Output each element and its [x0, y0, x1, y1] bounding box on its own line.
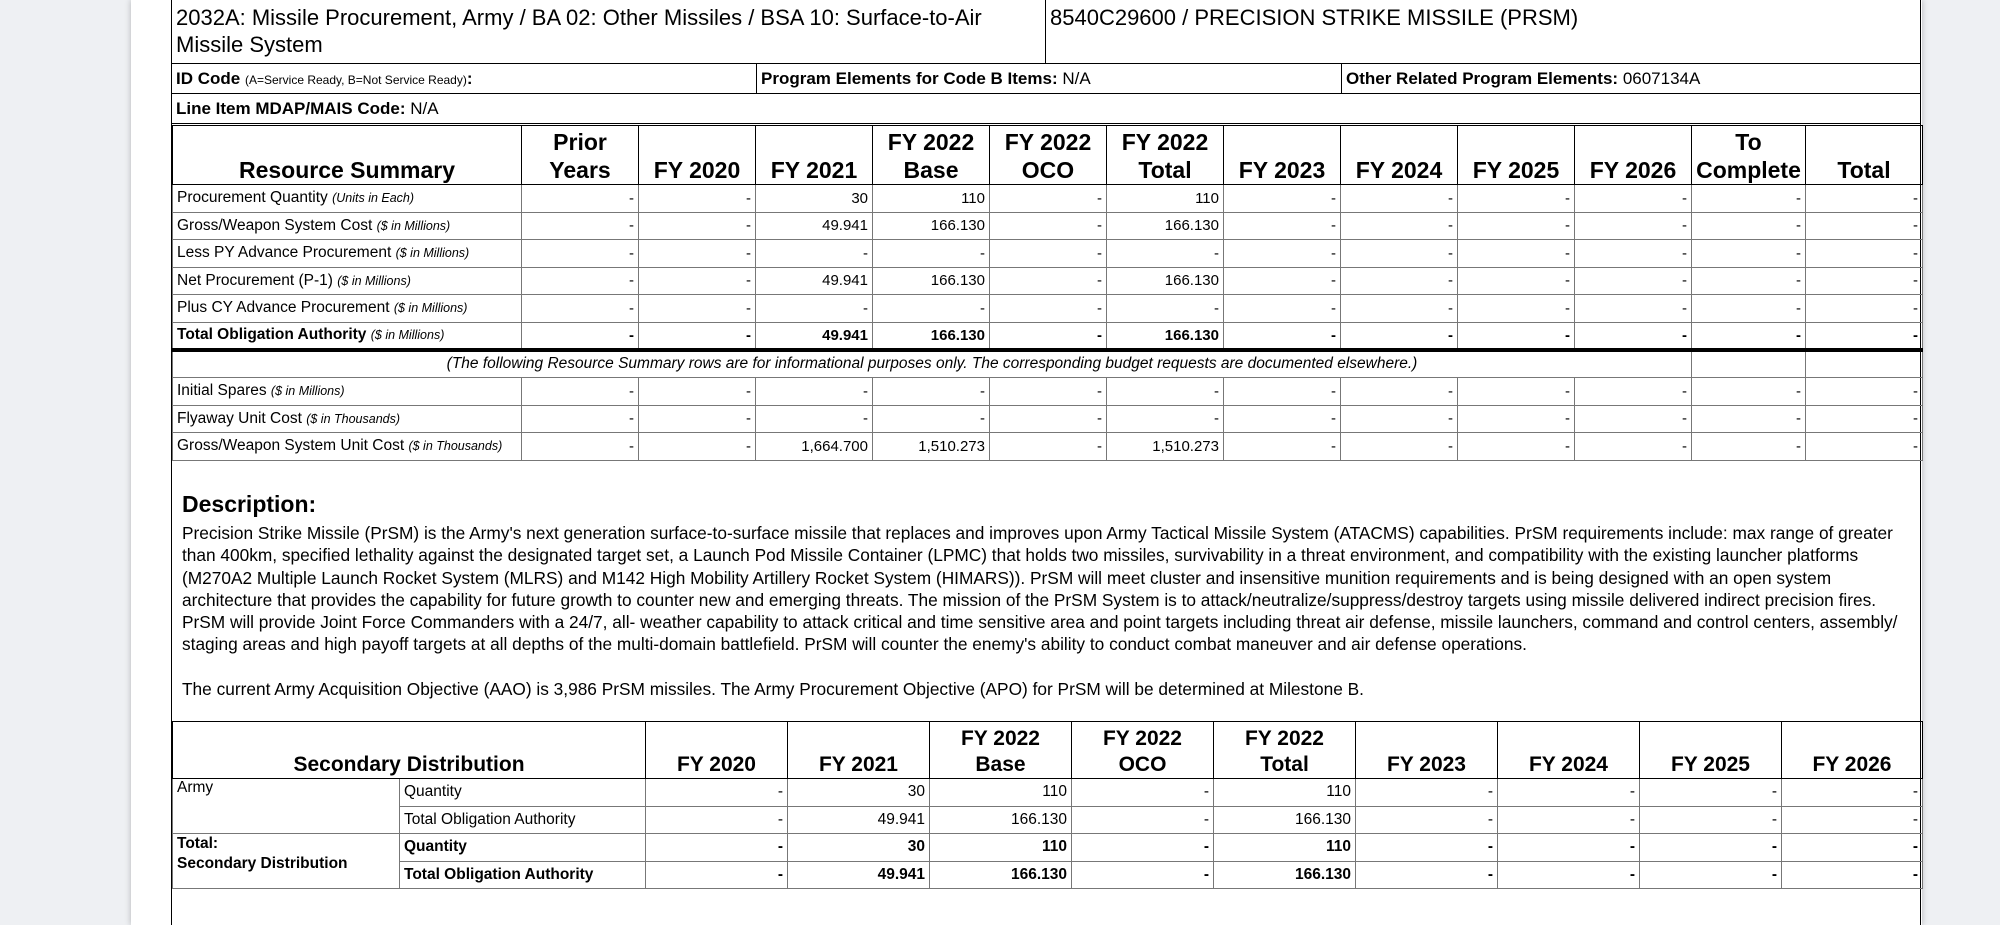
- table-cell: -: [1692, 212, 1806, 240]
- table-cell: -: [522, 433, 639, 461]
- row-label-text: Gross/Weapon System Cost: [177, 216, 373, 234]
- secondary-distribution-table: [172, 721, 1923, 889]
- column-header: FY 2022 OCO: [1072, 722, 1214, 779]
- table-cell: -: [646, 779, 788, 807]
- table-cell: 110: [873, 185, 990, 213]
- row-label-text: Procurement Quantity: [177, 189, 328, 207]
- table-cell: -: [1356, 834, 1498, 862]
- table-cell: -: [1575, 267, 1692, 295]
- table-cell: -: [1575, 295, 1692, 323]
- exhibit-header: [172, 0, 1920, 64]
- row-label-text: Initial Spares: [177, 382, 267, 400]
- table-cell: -: [1072, 806, 1214, 834]
- table-cell: -: [1806, 433, 1923, 461]
- table-row: [173, 779, 1923, 807]
- table-cell: -: [873, 405, 990, 433]
- table-cell: 166.130: [1107, 267, 1224, 295]
- table-cell: -: [646, 806, 788, 834]
- table-cell: 166.130: [873, 212, 990, 240]
- column-header: FY 2023: [1224, 126, 1341, 185]
- table-cell: -: [522, 295, 639, 323]
- table-cell: -: [1458, 405, 1575, 433]
- table-cell: -: [1458, 267, 1575, 295]
- row-label-text: Total Obligation Authority: [177, 326, 367, 343]
- column-header: FY 2021: [788, 722, 930, 779]
- column-header: FY 2022 Base: [930, 722, 1072, 779]
- description-heading: Description:: [182, 491, 317, 517]
- table-cell: -: [1224, 433, 1341, 461]
- table-cell: -: [522, 212, 639, 240]
- row-label: [173, 322, 522, 350]
- table-cell: -: [1107, 378, 1224, 406]
- row-label: Total Obligation Authority: [400, 861, 646, 889]
- table-cell: -: [1575, 185, 1692, 213]
- row-label-text: Less PY Advance Procurement: [177, 244, 392, 262]
- table-cell: -: [1498, 779, 1640, 807]
- table-cell: -: [1575, 240, 1692, 268]
- secondary-distribution-header-row: [173, 722, 1923, 779]
- row-label-unit: ($ in Millions): [370, 328, 445, 342]
- table-cell: 49.941: [756, 212, 873, 240]
- table-cell: -: [639, 433, 756, 461]
- table-cell: -: [639, 185, 756, 213]
- row-label-text: Net Procurement (P-1): [177, 271, 333, 289]
- table-cell: -: [990, 267, 1107, 295]
- column-header: FY 2025: [1458, 126, 1575, 185]
- table-cell: 1,510.273: [873, 433, 990, 461]
- column-header: FY 2022 OCO: [990, 126, 1107, 185]
- description-section: [172, 470, 1922, 722]
- table-cell: -: [1692, 295, 1806, 323]
- table-cell: 30: [788, 779, 930, 807]
- table-row: [173, 295, 1923, 323]
- table-cell: -: [1782, 806, 1923, 834]
- table-cell: -: [1806, 322, 1923, 350]
- id-code-row: [172, 64, 1920, 94]
- row-label: [173, 433, 522, 461]
- secondary-distribution-body: [173, 779, 1923, 889]
- row-label-unit: ($ in Millions): [337, 273, 411, 288]
- table-cell: -: [1692, 433, 1806, 461]
- table-cell: -: [1224, 295, 1341, 323]
- mdap-value: N/A: [410, 99, 439, 118]
- exhibit-frame: [171, 0, 1921, 925]
- table-row: [173, 405, 1923, 433]
- line-item-title: 8540C29600 / PRECISION STRIKE MISSILE (PRSM): [1050, 5, 1579, 30]
- mdap-row: [172, 94, 1920, 124]
- id-code-label: ID Code: [176, 69, 241, 88]
- table-cell: -: [1341, 185, 1458, 213]
- table-cell: 30: [788, 834, 930, 862]
- secondary-distribution-title: Secondary Distribution: [173, 722, 646, 779]
- column-header: FY 2022 Base: [873, 126, 990, 185]
- id-code-note: (A=Service Ready, B=Not Service Ready): [244, 73, 467, 87]
- table-cell: 166.130: [930, 861, 1072, 889]
- info-note: (The following Resource Summary rows are for informational purposes only. The corresponding budget requests are documented elsewhere.): [173, 350, 1692, 378]
- column-header: Total: [1806, 126, 1923, 185]
- table-cell: -: [1356, 861, 1498, 889]
- table-cell: -: [1458, 433, 1575, 461]
- table-cell: -: [1692, 185, 1806, 213]
- row-label: [173, 212, 522, 240]
- table-cell: -: [1692, 267, 1806, 295]
- resource-summary-table: [172, 125, 1923, 461]
- table-cell: -: [756, 295, 873, 323]
- table-cell: -: [1224, 378, 1341, 406]
- table-cell: -: [1072, 779, 1214, 807]
- table-cell: -: [1224, 322, 1341, 350]
- table-cell: -: [756, 405, 873, 433]
- army-label: Army: [173, 779, 400, 834]
- table-cell: -: [1575, 378, 1692, 406]
- table-cell: 166.130: [1107, 212, 1224, 240]
- row-label: Quantity: [400, 834, 646, 862]
- table-row: [173, 433, 1923, 461]
- table-row: [173, 378, 1923, 406]
- table-cell: 110: [1214, 779, 1356, 807]
- row-label-unit: (Units in Each): [332, 191, 415, 206]
- table-cell: -: [639, 212, 756, 240]
- row-label-unit: ($ in Millions): [395, 246, 470, 261]
- table-cell: -: [1341, 267, 1458, 295]
- table-cell: -: [646, 834, 788, 862]
- table-cell: 110: [930, 779, 1072, 807]
- table-cell: [1806, 350, 1923, 378]
- table-cell: -: [1224, 267, 1341, 295]
- table-row: [173, 185, 1923, 213]
- table-cell: -: [1640, 861, 1782, 889]
- table-row: [173, 240, 1923, 268]
- table-cell: -: [1575, 433, 1692, 461]
- other-pe-label: Other Related Program Elements:: [1346, 69, 1619, 88]
- column-header: FY 2022 Total: [1107, 126, 1224, 185]
- table-cell: -: [1640, 834, 1782, 862]
- table-cell: -: [1575, 322, 1692, 350]
- table-row: [173, 834, 1923, 862]
- column-header: FY 2023: [1356, 722, 1498, 779]
- table-cell: -: [1782, 861, 1923, 889]
- table-cell: -: [1224, 212, 1341, 240]
- column-header: Prior Years: [522, 126, 639, 185]
- row-label-unit: ($ in Millions): [393, 301, 468, 316]
- table-cell: -: [522, 267, 639, 295]
- resource-summary-body: [173, 185, 1923, 461]
- row-label-text: Gross/Weapon System Unit Cost: [177, 437, 405, 455]
- table-cell: 30: [756, 185, 873, 213]
- table-cell: -: [1341, 433, 1458, 461]
- total-secondary-distribution-label: [173, 834, 400, 889]
- table-cell: -: [1341, 378, 1458, 406]
- table-cell: -: [873, 295, 990, 323]
- table-cell: 110: [930, 834, 1072, 862]
- table-cell: 166.130: [930, 806, 1072, 834]
- table-cell: -: [1692, 322, 1806, 350]
- table-cell: -: [1356, 779, 1498, 807]
- table-cell: -: [1356, 806, 1498, 834]
- column-header: FY 2025: [1640, 722, 1782, 779]
- total-label-line-1: Total:: [177, 835, 219, 852]
- total-label-line-2: Secondary Distribution: [177, 855, 348, 872]
- id-code-colon: :: [466, 69, 473, 88]
- table-cell: -: [1458, 212, 1575, 240]
- table-cell: -: [639, 295, 756, 323]
- row-label: [173, 295, 522, 323]
- row-label-text: Plus CY Advance Procurement: [177, 299, 390, 317]
- description-paragraph-1: Precision Strike Missile (PrSM) is the Army's next generation surface-to-surface missile that replaces and improves upon Army Tactical Missile System (ATACMS) capabilities. PrSM requirements include: max range of greater than 400km, specified lethality against the designated target set, a Launch Pod Missile Container (LPMC) that holds two missiles, survivability in a threat environment, and compatibility with the existing launcher platforms (M270A2 Multiple Launch Rocket System (MLRS) and M142 High Mobility Artillery Rocket System (HIMARS)). PrSM will meet cluster and insensitive munition requirements and is being designed with an open system architecture that provides the capability for future growth to counter new and emerging threats. The mission of the PrSM System is to attack/neutralize/suppress/destroy targets using missile delivered indirect precision fires. PrSM will provide Joint Force Commanders with a 24/7, all- weather capability to attack critical and time sensitive area and point targets including threat air defense, missile launchers, command and control centers, assembly/ staging areas and high payoff targets at all depths of the multi-domain battlefield. PrSM will counter the enemy's ability to conduct combat maneuver and air defense operations.: [182, 523, 1898, 655]
- column-header: FY 2020: [639, 126, 756, 185]
- resource-summary-header-row: [173, 126, 1923, 185]
- table-cell: -: [990, 322, 1107, 350]
- table-cell: 166.130: [1107, 322, 1224, 350]
- table-cell: -: [1806, 185, 1923, 213]
- other-pe-cell: [1342, 64, 1922, 94]
- row-label-unit: ($ in Thousands): [408, 439, 503, 454]
- table-cell: -: [639, 240, 756, 268]
- row-label-unit: ($ in Millions): [270, 384, 345, 399]
- row-label: [173, 267, 522, 295]
- table-cell: -: [990, 185, 1107, 213]
- table-cell: -: [1782, 834, 1923, 862]
- table-cell: -: [1458, 185, 1575, 213]
- pe-code-b-cell: [757, 64, 1342, 94]
- row-label: Total Obligation Authority: [400, 806, 646, 834]
- table-cell: -: [873, 240, 990, 268]
- column-header: FY 2024: [1498, 722, 1640, 779]
- pe-code-b-label: Program Elements for Code B Items:: [761, 69, 1058, 88]
- table-cell: -: [1692, 405, 1806, 433]
- table-cell: -: [639, 378, 756, 406]
- table-cell: 110: [1214, 834, 1356, 862]
- table-cell: -: [756, 378, 873, 406]
- table-cell: -: [1692, 240, 1806, 268]
- mdap-label: Line Item MDAP/MAIS Code:: [176, 99, 406, 118]
- table-cell: 49.941: [788, 806, 930, 834]
- column-header: FY 2021: [756, 126, 873, 185]
- table-cell: -: [1498, 861, 1640, 889]
- table-cell: -: [639, 322, 756, 350]
- table-cell: -: [646, 861, 788, 889]
- table-cell: 110: [1107, 185, 1224, 213]
- column-header: FY 2024: [1341, 126, 1458, 185]
- description-paragraph-2: The current Army Acquisition Objective (AAO) is 3,986 PrSM missiles. The Army Procurement Objective (APO) for PrSM will be determined at Milestone B.: [182, 678, 1364, 699]
- table-cell: -: [1640, 806, 1782, 834]
- table-cell: -: [990, 433, 1107, 461]
- table-cell: 166.130: [873, 267, 990, 295]
- table-cell: -: [522, 322, 639, 350]
- table-cell: -: [1224, 240, 1341, 268]
- row-label: Quantity: [400, 779, 646, 807]
- table-cell: -: [522, 240, 639, 268]
- table-row: [173, 267, 1923, 295]
- table-cell: 49.941: [756, 322, 873, 350]
- table-cell: -: [1072, 834, 1214, 862]
- info-note-row: [173, 350, 1923, 378]
- column-header: FY 2020: [646, 722, 788, 779]
- table-cell: -: [522, 185, 639, 213]
- table-cell: 166.130: [1214, 861, 1356, 889]
- table-cell: -: [1806, 267, 1923, 295]
- table-cell: -: [873, 378, 990, 406]
- table-cell: -: [1107, 405, 1224, 433]
- table-row: [173, 806, 1923, 834]
- table-cell: 1,510.273: [1107, 433, 1224, 461]
- table-cell: -: [1575, 212, 1692, 240]
- table-cell: -: [990, 378, 1107, 406]
- document-page: [131, 0, 1922, 925]
- table-cell: -: [1692, 378, 1806, 406]
- table-cell: 49.941: [788, 861, 930, 889]
- table-cell: -: [1806, 295, 1923, 323]
- table-cell: -: [990, 212, 1107, 240]
- row-label-unit: ($ in Millions): [376, 218, 451, 233]
- table-cell: -: [1498, 806, 1640, 834]
- table-cell: -: [1498, 834, 1640, 862]
- table-cell: 49.941: [756, 267, 873, 295]
- table-cell: -: [1072, 861, 1214, 889]
- table-cell: -: [639, 405, 756, 433]
- other-pe-value: 0607134A: [1622, 69, 1701, 88]
- table-cell: -: [1224, 405, 1341, 433]
- table-row: [173, 861, 1923, 889]
- column-header: FY 2022 Total: [1214, 722, 1356, 779]
- table-cell: -: [1458, 322, 1575, 350]
- table-cell: -: [522, 378, 639, 406]
- row-label-text: Flyaway Unit Cost: [177, 409, 302, 427]
- table-cell: -: [990, 295, 1107, 323]
- column-header: To Complete: [1692, 126, 1806, 185]
- table-cell: 166.130: [873, 322, 990, 350]
- table-cell: -: [990, 405, 1107, 433]
- column-header: FY 2026: [1782, 722, 1923, 779]
- table-cell: -: [756, 240, 873, 268]
- table-cell: -: [1458, 295, 1575, 323]
- table-cell: -: [1341, 322, 1458, 350]
- table-cell: -: [1782, 779, 1923, 807]
- table-cell: -: [1107, 295, 1224, 323]
- row-label: [173, 185, 522, 213]
- resource-summary-title: Resource Summary: [173, 126, 522, 185]
- table-row: [173, 322, 1923, 350]
- id-code-cell: [172, 64, 757, 94]
- appropriation-title: 2032A: Missile Procurement, Army / BA 02: Other Missiles / BSA 10: Surface-to-Air Missile System: [172, 0, 1046, 64]
- row-label: [173, 405, 522, 433]
- table-cell: -: [639, 267, 756, 295]
- table-cell: -: [522, 405, 639, 433]
- table-cell: -: [1341, 212, 1458, 240]
- table-cell: -: [1107, 240, 1224, 268]
- table-row: [173, 212, 1923, 240]
- row-label: [173, 240, 522, 268]
- table-cell: -: [1806, 240, 1923, 268]
- row-label-unit: ($ in Thousands): [306, 411, 401, 426]
- table-cell: 1,664.700: [756, 433, 873, 461]
- table-cell: -: [1341, 295, 1458, 323]
- table-cell: -: [1224, 185, 1341, 213]
- table-cell: -: [1640, 779, 1782, 807]
- table-cell: -: [1458, 240, 1575, 268]
- table-cell: -: [1575, 405, 1692, 433]
- table-cell: -: [990, 240, 1107, 268]
- table-cell: -: [1341, 240, 1458, 268]
- table-cell: [1692, 350, 1806, 378]
- table-cell: 166.130: [1214, 806, 1356, 834]
- pe-code-b-value: N/A: [1062, 69, 1091, 88]
- table-cell: -: [1458, 378, 1575, 406]
- table-cell: -: [1806, 405, 1923, 433]
- column-header: FY 2026: [1575, 126, 1692, 185]
- table-cell: -: [1806, 212, 1923, 240]
- table-cell: -: [1341, 405, 1458, 433]
- table-cell: -: [1806, 378, 1923, 406]
- row-label: [173, 378, 522, 406]
